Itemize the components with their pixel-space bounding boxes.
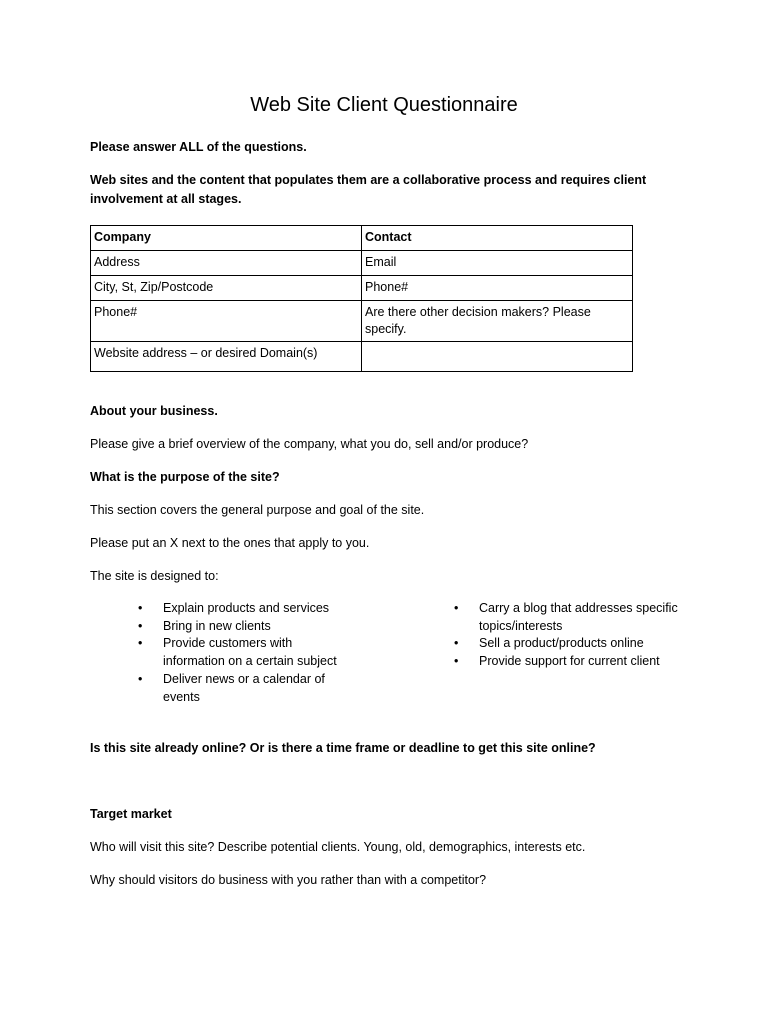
online-question: Is this site already online? Or is there a time frame or deadline to get this site online? bbox=[90, 741, 596, 755]
about-overview: Please give a brief overview of the company, what you do, sell and/or produce? bbox=[90, 437, 529, 451]
page-title: Web Site Client Questionnaire bbox=[250, 94, 518, 116]
contact-info-table bbox=[90, 225, 633, 372]
table-row bbox=[91, 276, 633, 301]
instruction-answer-all: Please answer ALL of the questions. bbox=[90, 140, 307, 154]
table-cell-contact: Contact bbox=[362, 226, 633, 251]
bullet-icon: • bbox=[138, 636, 143, 651]
bullet-icon: • bbox=[138, 671, 143, 686]
bullet-icon: • bbox=[454, 654, 459, 669]
table-cell-company-phone: Phone# bbox=[91, 301, 362, 342]
purpose-heading: What is the purpose of the site? bbox=[90, 470, 280, 484]
purpose-put-x: Please put an X next to the ones that apply to you. bbox=[90, 536, 370, 550]
list-item: • Deliver news or a calendar of events bbox=[138, 671, 325, 704]
list-item: • Provide customers with information on a certain subject bbox=[138, 636, 337, 669]
bullet-icon: • bbox=[138, 618, 143, 633]
target-why: Why should visitors do business with you rather than with a competitor? bbox=[90, 873, 487, 887]
list-item: • Provide support for current client bbox=[454, 653, 694, 671]
instruction-collaborative: Web sites and the content that populates them are a collaborative process and requires client involvement at all stages. bbox=[90, 173, 647, 206]
table-row bbox=[91, 226, 633, 251]
list-item: • Carry a blog that addresses specific topics/interests bbox=[454, 601, 678, 633]
table-cell-website: Website address – or desired Domain(s) bbox=[91, 342, 362, 372]
about-heading: About your business. bbox=[90, 404, 218, 418]
table-row bbox=[91, 342, 633, 372]
target-heading: Target market bbox=[90, 807, 172, 821]
table-cell-decision-makers: Are there other decision makers? Please specify. bbox=[362, 301, 633, 342]
purpose-covers: This section covers the general purpose and goal of the site. bbox=[90, 503, 425, 517]
list-item: • Explain products and services bbox=[138, 600, 353, 618]
table-cell-contact-phone: Phone# bbox=[362, 276, 633, 301]
list-item: • Bring in new clients bbox=[138, 618, 353, 636]
table-cell-empty bbox=[362, 342, 633, 372]
bullet-icon: • bbox=[138, 601, 143, 615]
bullet-icon: • bbox=[454, 636, 459, 651]
bullet-icon: • bbox=[454, 601, 459, 615]
table-row bbox=[91, 301, 633, 342]
purpose-list-left bbox=[138, 600, 353, 706]
purpose-list-right bbox=[454, 600, 694, 671]
list-item: • Sell a product/products online bbox=[454, 635, 694, 653]
table-cell-city: City, St, Zip/Postcode bbox=[91, 276, 362, 301]
table-row bbox=[91, 251, 633, 276]
table-cell-email: Email bbox=[362, 251, 633, 276]
table-cell-company: Company bbox=[91, 226, 362, 251]
target-who: Who will visit this site? Describe potential clients. Young, old, demographics, interests etc. bbox=[90, 840, 586, 854]
purpose-designed-to: The site is designed to: bbox=[90, 569, 219, 583]
table-cell-address: Address bbox=[91, 251, 362, 276]
